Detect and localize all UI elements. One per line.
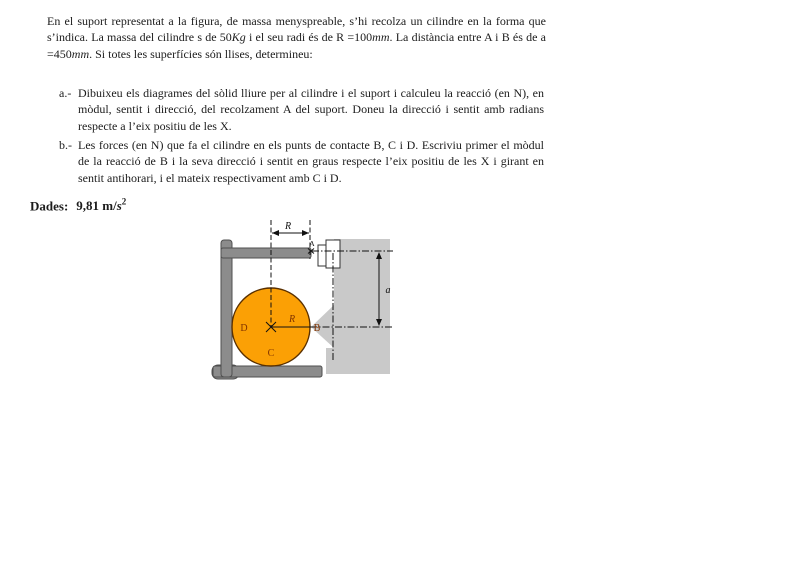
- label-a-dimension: a: [385, 285, 391, 296]
- label-radius: R: [288, 314, 296, 325]
- label-point-c: C: [267, 348, 275, 359]
- pin-a: [318, 240, 340, 268]
- pin-a-shank: [318, 245, 326, 266]
- data-line: [30, 197, 126, 214]
- text-run: En el suport representat a la figura, de massa menyspreable, s’hi recolza un cilindre en la forma que s’indica. La massa del cilindre s de 50: [47, 14, 546, 45]
- figure-diagram: [200, 215, 400, 400]
- label-point-d: D: [240, 323, 248, 334]
- gravity-number: 9,81 m/: [76, 198, 117, 214]
- dimension-r-arrow-right: [302, 230, 309, 236]
- item-b-text: Les forces (en N) que fa el cilindre en els punts de contacte B, C i D. Escriviu primer el mòdul de la reacció de B i la seva direcció i sentit en graus respecte l’eix positiu de les X i girant en sentit antihorari, i el mateix respectivament amb C i D.: [78, 138, 544, 185]
- text-run: . La distància entre A i B és de a =450: [47, 30, 546, 61]
- gravity-unit-s: s: [116, 198, 122, 214]
- label-point-b: B: [313, 323, 321, 334]
- gravity-exponent: 2: [121, 197, 127, 207]
- text-run: . Si totes les superfícies són llises, determineu:: [89, 46, 313, 61]
- item-a-text: Dibuixeu els diagrames del sòlid lliure per al cilindre i el suport i calculeu la reacció (en N), en mòdul, sentit i direcció, del recolzament A del suport. Doneu la direcció i sentit amb radians respecte a l’eix positiu de les X.: [78, 86, 544, 133]
- problem-statement: [47, 13, 546, 62]
- text-run: i el seu radi és de R =100: [245, 30, 373, 45]
- data-label: Dades:: [30, 198, 69, 214]
- label-point-a: A: [309, 239, 315, 248]
- text-run-italic: mm: [372, 30, 390, 45]
- dimension-r-arrow-left: [272, 230, 279, 236]
- question-item-b: [59, 137, 544, 186]
- label-r-dimension: R: [284, 221, 292, 232]
- item-a-marker: a.-: [59, 86, 72, 100]
- question-item-a: [59, 85, 544, 134]
- text-run-italic: Kg: [231, 30, 246, 45]
- item-b-marker: b.-: [59, 138, 72, 152]
- gravity-value: [76, 198, 126, 213]
- text-run-italic: mm: [71, 46, 90, 61]
- support-left-bar: [221, 240, 232, 377]
- support-top-bar: [221, 248, 311, 258]
